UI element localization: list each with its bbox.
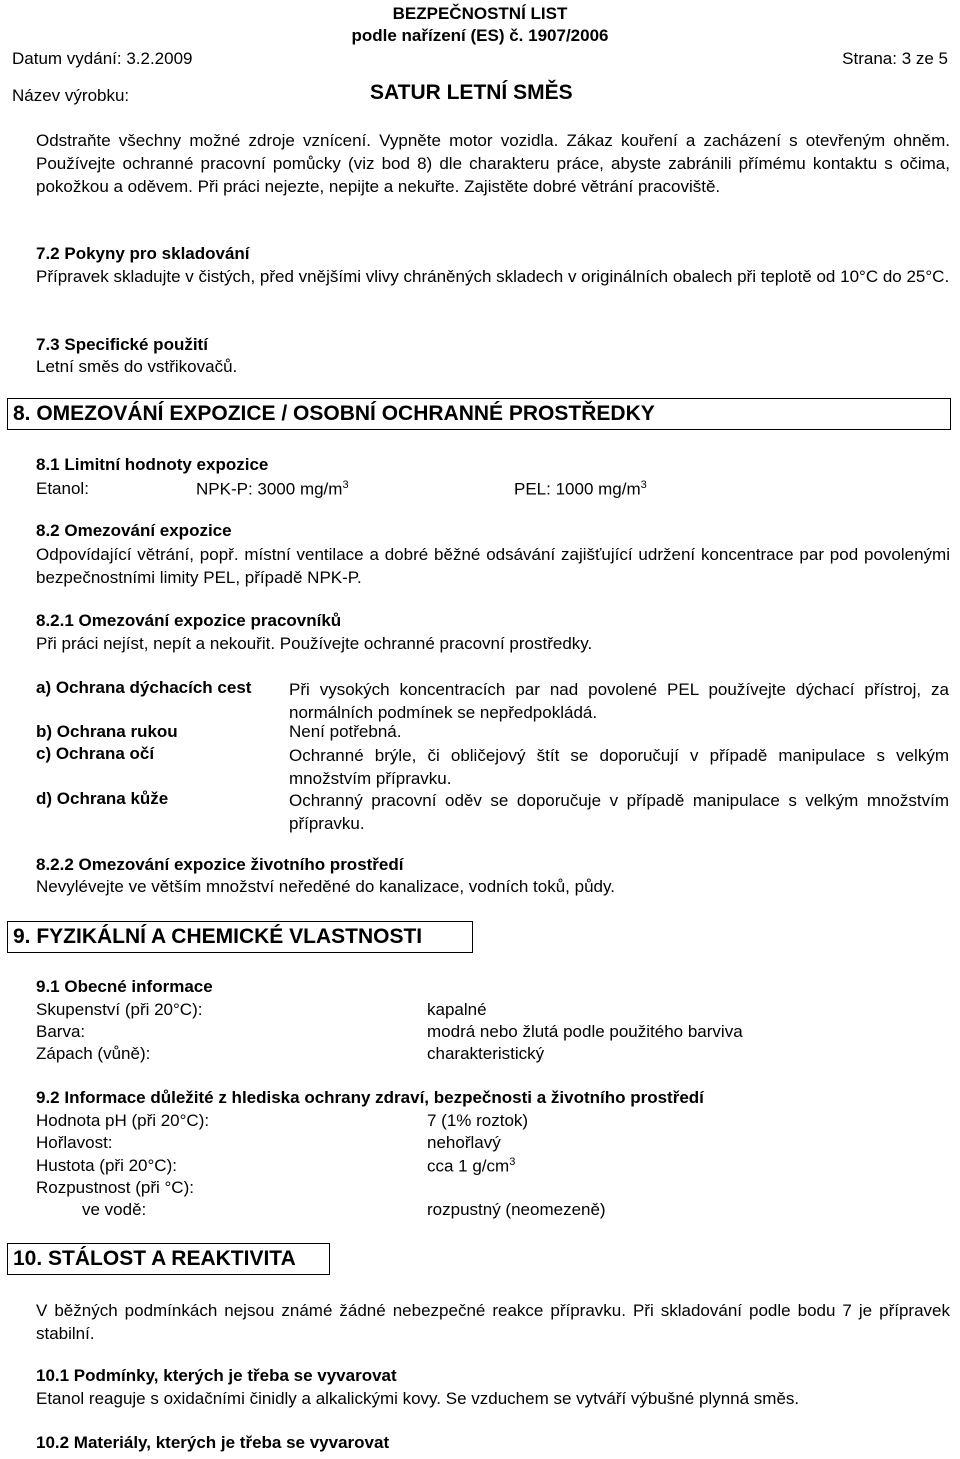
property-label: ve vodě: [82,1200,147,1219]
section-9-title: 9. FYZIKÁLNÍ A CHEMICKÉ VLASTNOSTI [7,921,473,953]
section-10-2-heading: 10.2 Materiály, kterých je třeba se vyvarovat [36,1433,390,1452]
section-10-text: V běžných podmínkách nejsou známé žádné nebezpečné reakce přípravku. Při skladování podle bodu 7 je přípravek stabilní. [36,1301,950,1343]
section-8-2-heading: 8.2 Omezování expozice [36,521,232,540]
section-10-1-text: Etanol reaguje s oxidačními činidly a alkalickými kovy. Se vzduchem se vytváří výbušné plynná směs. [36,1389,800,1408]
protection-text-hands: Není potřebná. [289,722,402,741]
substance-name: Etanol: [36,479,89,498]
property-label: Hořlavost: [36,1133,113,1152]
section-8-2-2-heading: 8.2.2 Omezování expozice životního prostředí [36,855,404,874]
page-number: Strana: 3 ze 5 [842,49,948,68]
property-value: nehořlavý [427,1133,501,1152]
section-8-2-1-heading: 8.2.1 Omezování expozice pracovníků [36,611,342,630]
section-8-title: 8. OMEZOVÁNÍ EXPOZICE / OSOBNÍ OCHRANNÉ PROSTŘEDKY [7,398,951,430]
section-7-2-heading: 7.2 Pokyny pro skladování [36,244,250,263]
property-label: Skupenství (při 20°C): [36,1000,203,1019]
protection-text-skin: Ochranný pracovní oděv se doporučuje v případě manipulace s velkým množstvím přípravku. [289,791,949,833]
protection-text-respiratory: Při vysokých koncentracích par nad povolené PEL používejte dýchací přístroj, za normálních podmínek se nepředpokládá. [289,680,949,722]
regulation-subtitle: podle nařízení (ES) č. 1907/2006 [351,26,609,45]
section-7-3-heading: 7.3 Specifické použití [36,335,208,354]
protection-label-respiratory: a) Ochrana dýchacích cest [36,678,252,697]
section-8-2-1-text: Při práci nejíst, nepít a nekouřit. Používejte ochranné pracovní prostředky. [36,634,593,653]
handling-text: Odstraňte všechny možné zdroje vznícení. Vypněte motor vozidla. Zákaz kouření a zacházení s otevřeným ohněm. Používejte ochranné pracovní pomůcky (viz bod 8) dle charakteru práce, abyste zabránili přímému kontaktu s očima, pokožkou a oděvem. Při práci nejezte, nepijte a nekuřte. Zajistěte dobré větrání pracoviště. [36,131,950,196]
product-name: SATUR LETNÍ SMĚS [370,81,573,104]
section-8-1-heading: 8.1 Limitní hodnoty expozice [36,455,269,474]
property-value: 7 (1% roztok) [427,1111,529,1130]
section-7-2-text: Přípravek skladujte v čistých, před vnějšími vlivy chráněných skladech v originálních obalech při teplotě od 10°C do 25°C. [36,267,950,286]
property-value: charakteristický [427,1044,545,1063]
pel-limit: PEL: 1000 $mg/m^3$ [514,479,647,499]
section-8-2-2-text: Nevylévejte ve větším množství neředěné do kanalizace, vodních toků, půdy. [36,877,615,896]
protection-label-hands: b) Ochrana rukou [36,722,178,741]
section-10-title: 10. STÁLOST A REAKTIVITA [7,1243,330,1275]
property-value: modrá nebo žlutá podle použitého barviva [427,1022,743,1041]
section-9-1-heading: 9.1 Obecné informace [36,977,213,996]
document-title: BEZPEČNOSTNÍ LIST [392,4,568,23]
property-value: rozpustný (neomezeně) [427,1200,606,1219]
property-value: cca 1 $g/cm^3$ [427,1156,516,1176]
property-value: kapalné [427,1000,487,1019]
property-label: Zápach (vůně): [36,1044,151,1063]
section-8-2-text: Odpovídající větrání, popř. místní ventilace a dobré běžné odsávání zajišťující udržení koncentrace par pod povolenými bezpečnostními limity PEL, případě NPK-P. [36,545,950,587]
issue-date: Datum vydání: 3.2.2009 [12,49,193,68]
protection-label-eyes: c) Ochrana očí [36,744,155,763]
property-label: Rozpustnost (při °C): [36,1178,194,1197]
section-7-3-text: Letní směs do vstřikovačů. [36,357,238,376]
product-label: Název výrobku: [12,86,130,105]
protection-text-eyes: Ochranné brýle, či obličejový štít se doporučují v případě manipulace s velkým množstvím přípravku. [289,746,949,788]
property-label: Barva: [36,1022,86,1041]
section-9-2-heading: 9.2 Informace důležité z hlediska ochrany zdraví, bezpečnosti a životního prostředí [36,1088,704,1107]
section-10-1-heading: 10.1 Podmínky, kterých je třeba se vyvarovat [36,1366,397,1385]
property-label: Hodnota pH (při 20°C): [36,1111,210,1130]
property-label: Hustota (při 20°C): [36,1156,177,1175]
npk-limit: NPK-P: 3000 $mg/m^3$ [196,479,349,499]
protection-label-skin: d) Ochrana kůže [36,789,169,808]
